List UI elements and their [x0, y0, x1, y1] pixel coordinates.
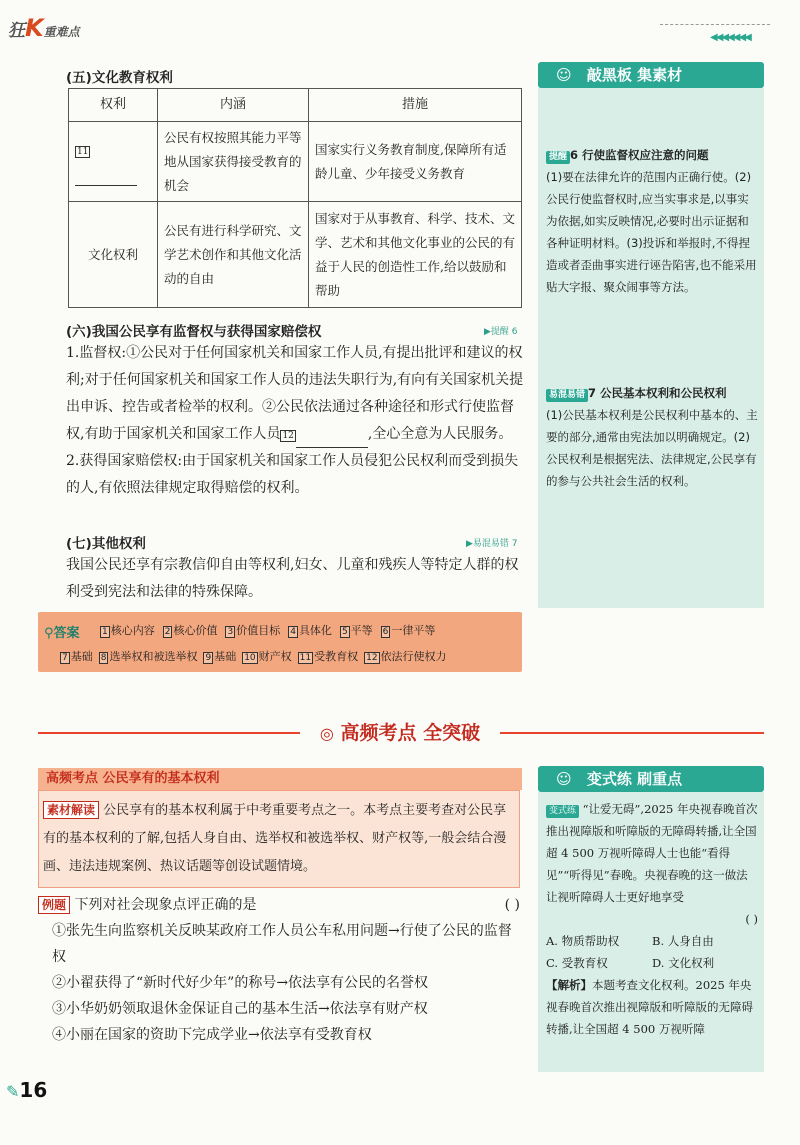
table-row: [69, 202, 522, 308]
page-icon: ✎: [6, 1082, 20, 1101]
practice-badge: 变式练: [546, 805, 579, 818]
example-options: [38, 918, 524, 1048]
answer-item: 6 一律平等: [382, 624, 436, 637]
answers-row: [100, 622, 520, 638]
answer-item: 9 基础: [205, 650, 237, 663]
header-divider: [660, 24, 770, 25]
section7-tip: ▶易混易错 7: [466, 539, 518, 549]
practice-question: 变式练 “让爱无碍”,2025 年央视春晚首次推出视障版和听障版的无障碍转播,让全国超 4 500 万视听障碍人士也能“看得见”“听得见”春晚。央视春晚的这一做法让视听障碍人士更好地享受: [546, 802, 758, 904]
section7-title: (七)其他权利: [66, 536, 146, 552]
practice-options: [546, 930, 758, 974]
practice-box: [538, 792, 764, 1072]
brand-logo: 狂K重难点: [8, 14, 80, 42]
hot-topic-header: 高频考点 公民享有的基本权利: [38, 768, 522, 790]
example-option: ③小华奶奶领取退休金保证自己的基本生活→依法享有财产权: [52, 1001, 428, 1017]
option[interactable]: B. 人身自由: [652, 934, 714, 948]
fill-blank: [75, 171, 137, 186]
practice-header: ☺ 变式练 刷重点: [538, 766, 764, 792]
option[interactable]: C. 受教育权: [546, 956, 608, 970]
banner-title: ◎ 高频考点 全突破: [319, 722, 481, 744]
monitor-right-paragraph: 1.监督权:①公民对于任何国家机关和国家工作人员,有提出批评和建议的权利;对于任何国家机关和国家工作人员的违法失职行为,有向有关国家机关提出申诉、控告或者检举的权利。②公民依法通过各种途径和形式行使监督权,有助于国家机关和国家工作人员 12 ,全心全意为人民服务。: [66, 340, 524, 448]
table-header-row: [69, 89, 522, 122]
note-badge: 易混易错: [546, 389, 588, 402]
example-option: ①张先生向监察机关反映某政府工作人员公车私用问题→行使了公民的监督权: [52, 923, 512, 965]
rights-table: [68, 88, 522, 308]
note-badge: 提醒: [546, 151, 570, 164]
table-header: 权利: [69, 89, 158, 122]
answer-item: 7 基础: [62, 650, 93, 663]
example-option: ②小翟获得了“新时代好少年”的称号→依法享有公民的名誉权: [52, 975, 429, 991]
answer-item: 5 平等: [341, 624, 373, 637]
table-cell: 国家实行义务教育制度,保障所有适龄儿童、少年接受义务教育: [309, 122, 522, 202]
key-icon: ⚲: [44, 626, 54, 641]
note7: 易混易错 7 公民基本权利和公民权利 (1)公民基本权利是公民权利中基本的、主要的部分,通常由宪法加以明确规定。(2)公民权利是根据宪法、法律规定,公民享有的参与公共社会生活的权利。: [546, 386, 758, 488]
option[interactable]: A. 物质帮助权: [546, 934, 620, 948]
answers-row: [60, 648, 520, 664]
practice-analysis: 【解析】本题考查文化权利。2025 年央视春晚首次推出视障版和听障版的无障碍转播,让全国超 4 500 万视听障: [546, 978, 753, 1036]
table-row: [69, 122, 522, 202]
material-tag: 素材解读: [43, 801, 99, 819]
answer-item: 3 价值目标: [227, 624, 281, 637]
section5-title: (五)文化教育权利: [66, 70, 173, 86]
blank-number: 12: [282, 431, 294, 441]
section6-title: (六)我国公民享有监督权与获得国家赔偿权: [66, 324, 322, 340]
compensation-right-paragraph: 2.获得国家赔偿权:由于国家机关和国家工作人员侵犯公民权利而受到损失的人,有依照法律规定取得赔偿的权利。: [66, 453, 519, 496]
sidebar-header: ☺ 敲黑板 集素材: [538, 62, 764, 88]
sidebar-notes: [538, 88, 764, 608]
answer-item: 8 选举权和被选举权: [100, 650, 198, 663]
fill-blank: [296, 431, 368, 448]
example-block: [38, 892, 524, 1048]
hot-intro: 公民享有的基本权利属于中考重要考点之一。本考点主要考查对公民享有的基本权利的了解,包括人身自由、选举权和被选举权、财产权等,一般会结合漫画、违法违规案例、热议话题等创设试题情境。: [43, 803, 507, 874]
teacher-icon: ☺: [556, 770, 572, 788]
answers-box: [38, 612, 522, 672]
banner-line-left: [38, 732, 300, 734]
practice-content: [546, 798, 758, 1040]
banner-line-right: [500, 732, 764, 734]
header-arrows-icon: ◀◀◀◀◀◀◀: [710, 32, 750, 43]
note6: 提醒 6 行使监督权应注意的问题 (1)要在法律允许的范围内正确行使。(2)公民行使监督权时,应当实事求是,以事实为依据,如实反映情况,必要时出示证据和各种证明材料。(3)投诉和举报时,不得捏造或者歪曲事实进行诬告陷害,也不能采用贴大字报、聚众闹事等方法。: [546, 148, 757, 294]
answer-item: 11 受教育权: [299, 650, 359, 663]
table-cell: [69, 122, 158, 202]
table-cell: 国家对于从事教育、科学、技术、文学、艺术和其他文化事业的公民的有益于人民的创造性工作,给以鼓励和帮助: [309, 202, 522, 308]
hot-topic-body: [38, 790, 520, 888]
table-cell: 公民有权按照其能力平等地从国家获得接受教育的机会: [158, 122, 309, 202]
example-tag: 例题: [38, 896, 70, 914]
practice-bracket: ( ): [745, 912, 758, 926]
answer-item: 1 核心内容: [102, 624, 155, 637]
answer-item: 4 具体化: [290, 624, 332, 637]
teacher-icon: ☺: [556, 66, 572, 84]
table-header: 内涵: [158, 89, 309, 122]
page-number: ✎16: [6, 1078, 48, 1102]
section6-tip: ▶提醒 6: [484, 327, 518, 337]
target-icon: ◎: [319, 724, 334, 743]
answer-item: 2 核心价值: [164, 624, 218, 637]
example-question: 例题 下列对社会现象点评正确的是 ( ): [38, 892, 524, 918]
option[interactable]: D. 文化权利: [652, 956, 715, 970]
section7-body: 我国公民还享有宗教信仰自由等权利,妇女、儿童和残疾人等特定人群的权利受到宪法和法律的特殊保障。: [66, 557, 519, 600]
table-header: 措施: [309, 89, 522, 122]
answer-item: 12 依法行使权力: [366, 650, 447, 663]
answer-item: 10 财产权: [244, 650, 292, 663]
table-cell: 公民有进行科学研究、文学艺术创作和其他文化活动的自由: [158, 202, 309, 308]
section6-body: [66, 340, 524, 502]
answers-label: ⚲答案: [44, 626, 80, 641]
table-cell: 文化权利: [69, 202, 158, 308]
blank-number: 11: [77, 146, 89, 157]
example-option: ④小丽在国家的资助下完成学业→依法享有受教育权: [52, 1027, 372, 1043]
